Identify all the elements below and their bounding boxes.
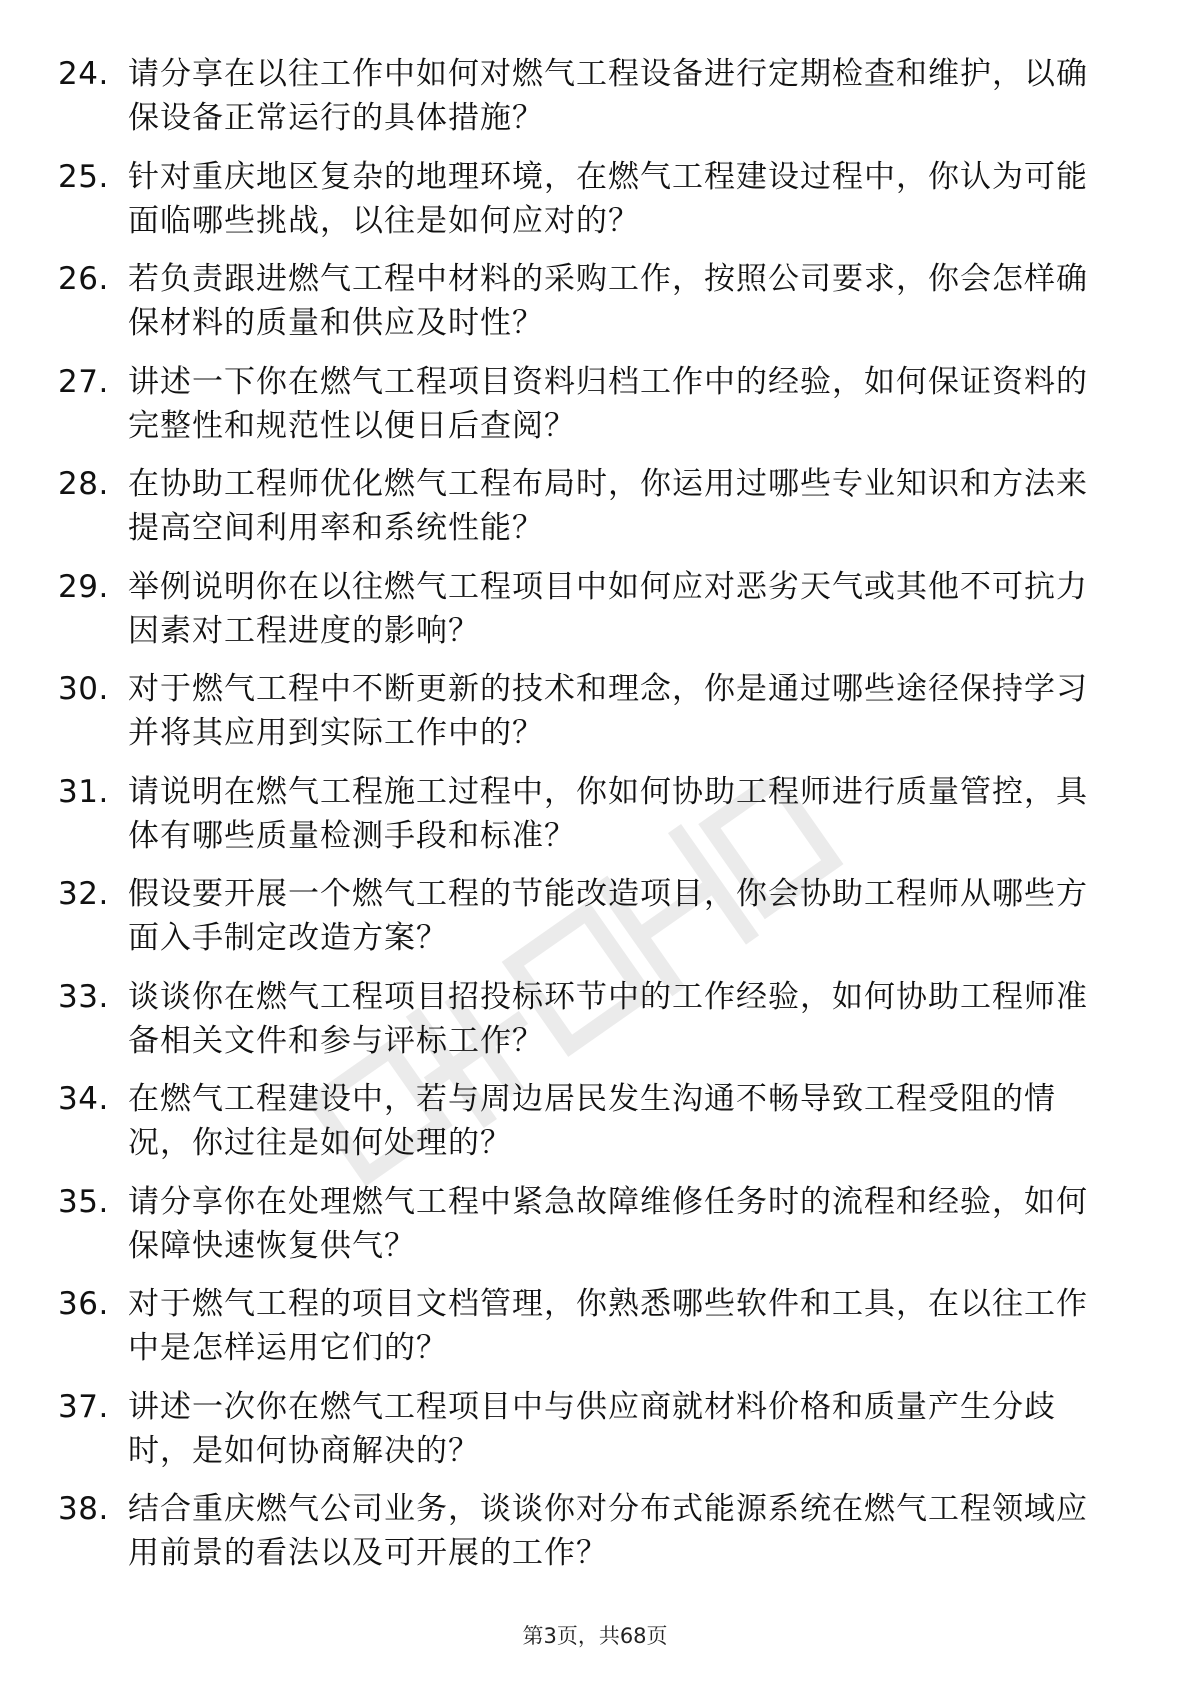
question-number: 26. — [58, 261, 109, 297]
question-text: 谈谈你在燃气工程项目招投标环节中的工作经验，如何协助工程师准备相关文件和参与评标工作？ — [128, 978, 1088, 1059]
question-number: 24. — [58, 56, 109, 92]
question-item — [58, 1487, 1118, 1590]
question-item — [58, 1385, 1118, 1488]
question-item — [58, 360, 1118, 463]
question-item — [58, 770, 1118, 873]
question-number: 29. — [58, 568, 109, 605]
question-text: 讲述一下你在燃气工程项目资料归档工作中的经验，如何保证资料的完整性和规范性以便日后查阅？ — [128, 363, 1088, 444]
question-text: 请说明在燃气工程施工过程中，你如何协助工程师进行质量管控，具体有哪些质量检测手段和标准？ — [128, 773, 1088, 854]
question-item — [58, 155, 1118, 258]
question-list — [58, 52, 1118, 1590]
question-text: 结合重庆燃气公司业务，谈谈你对分布式能源系统在燃气工程领域应用前景的看法以及可开展的工作？ — [128, 1491, 1088, 1571]
question-number: 38. — [58, 1491, 109, 1527]
question-number: 28. — [58, 466, 109, 502]
page-footer: 第3页，共68页 — [522, 1624, 668, 1648]
question-number: 30. — [58, 671, 109, 707]
question-number: 36. — [58, 1286, 109, 1322]
question-number: 37. — [58, 1388, 109, 1425]
question-number: 33. — [58, 978, 109, 1015]
question-text: 举例说明你在以往燃气工程项目中如何应对恶劣天气或其他不可抗力因素对工程进度的影响？ — [128, 568, 1088, 649]
question-text: 请分享在以往工作中如何对燃气工程设备进行定期检查和维护，以确保设备正常运行的具体措施？ — [128, 56, 1088, 136]
question-item — [58, 1077, 1118, 1180]
question-text: 对于燃气工程的项目文档管理，你熟悉哪些软件和工具，在以往工作中是怎样运用它们的？ — [128, 1286, 1088, 1366]
question-text: 若负责跟进燃气工程中材料的采购工作，按照公司要求，你会怎样确保材料的质量和供应及时性？ — [128, 261, 1088, 341]
question-item — [58, 1282, 1118, 1385]
question-number: 25. — [58, 158, 109, 195]
question-item — [58, 462, 1118, 565]
question-item — [58, 667, 1118, 770]
question-text: 在协助工程师优化燃气工程布局时，你运用过哪些专业知识和方法来提高空间利用率和系统性能？ — [128, 466, 1088, 546]
question-text: 对于燃气工程中不断更新的技术和理念，你是通过哪些途径保持学习并将其应用到实际工作中的？ — [128, 671, 1088, 751]
question-text: 请分享你在处理燃气工程中紧急故障维修任务时的流程和经验，如何保障快速恢复供气？ — [128, 1183, 1088, 1264]
question-item — [58, 52, 1118, 155]
question-number: 35. — [58, 1183, 109, 1220]
question-text: 针对重庆地区复杂的地理环境，在燃气工程建设过程中，你认为可能面临哪些挑战，以往是如何应对的？ — [128, 158, 1088, 239]
question-item — [58, 565, 1118, 668]
question-item — [58, 975, 1118, 1078]
question-text: 假设要开展一个燃气工程的节能改造项目，你会协助工程师从哪些方面入手制定改造方案？ — [128, 876, 1088, 956]
question-item — [58, 872, 1118, 975]
question-item — [58, 257, 1118, 360]
question-number: 32. — [58, 876, 109, 912]
question-text: 在燃气工程建设中，若与周边居民发生沟通不畅导致工程受阻的情况，你过往是如何处理的？ — [128, 1081, 1056, 1161]
question-number: 27. — [58, 363, 109, 400]
question-text: 讲述一次你在燃气工程项目中与供应商就材料价格和质量产生分歧时，是如何协商解决的？ — [128, 1388, 1056, 1469]
question-number: 31. — [58, 773, 109, 810]
question-item — [58, 1180, 1118, 1283]
question-number: 34. — [58, 1081, 109, 1117]
